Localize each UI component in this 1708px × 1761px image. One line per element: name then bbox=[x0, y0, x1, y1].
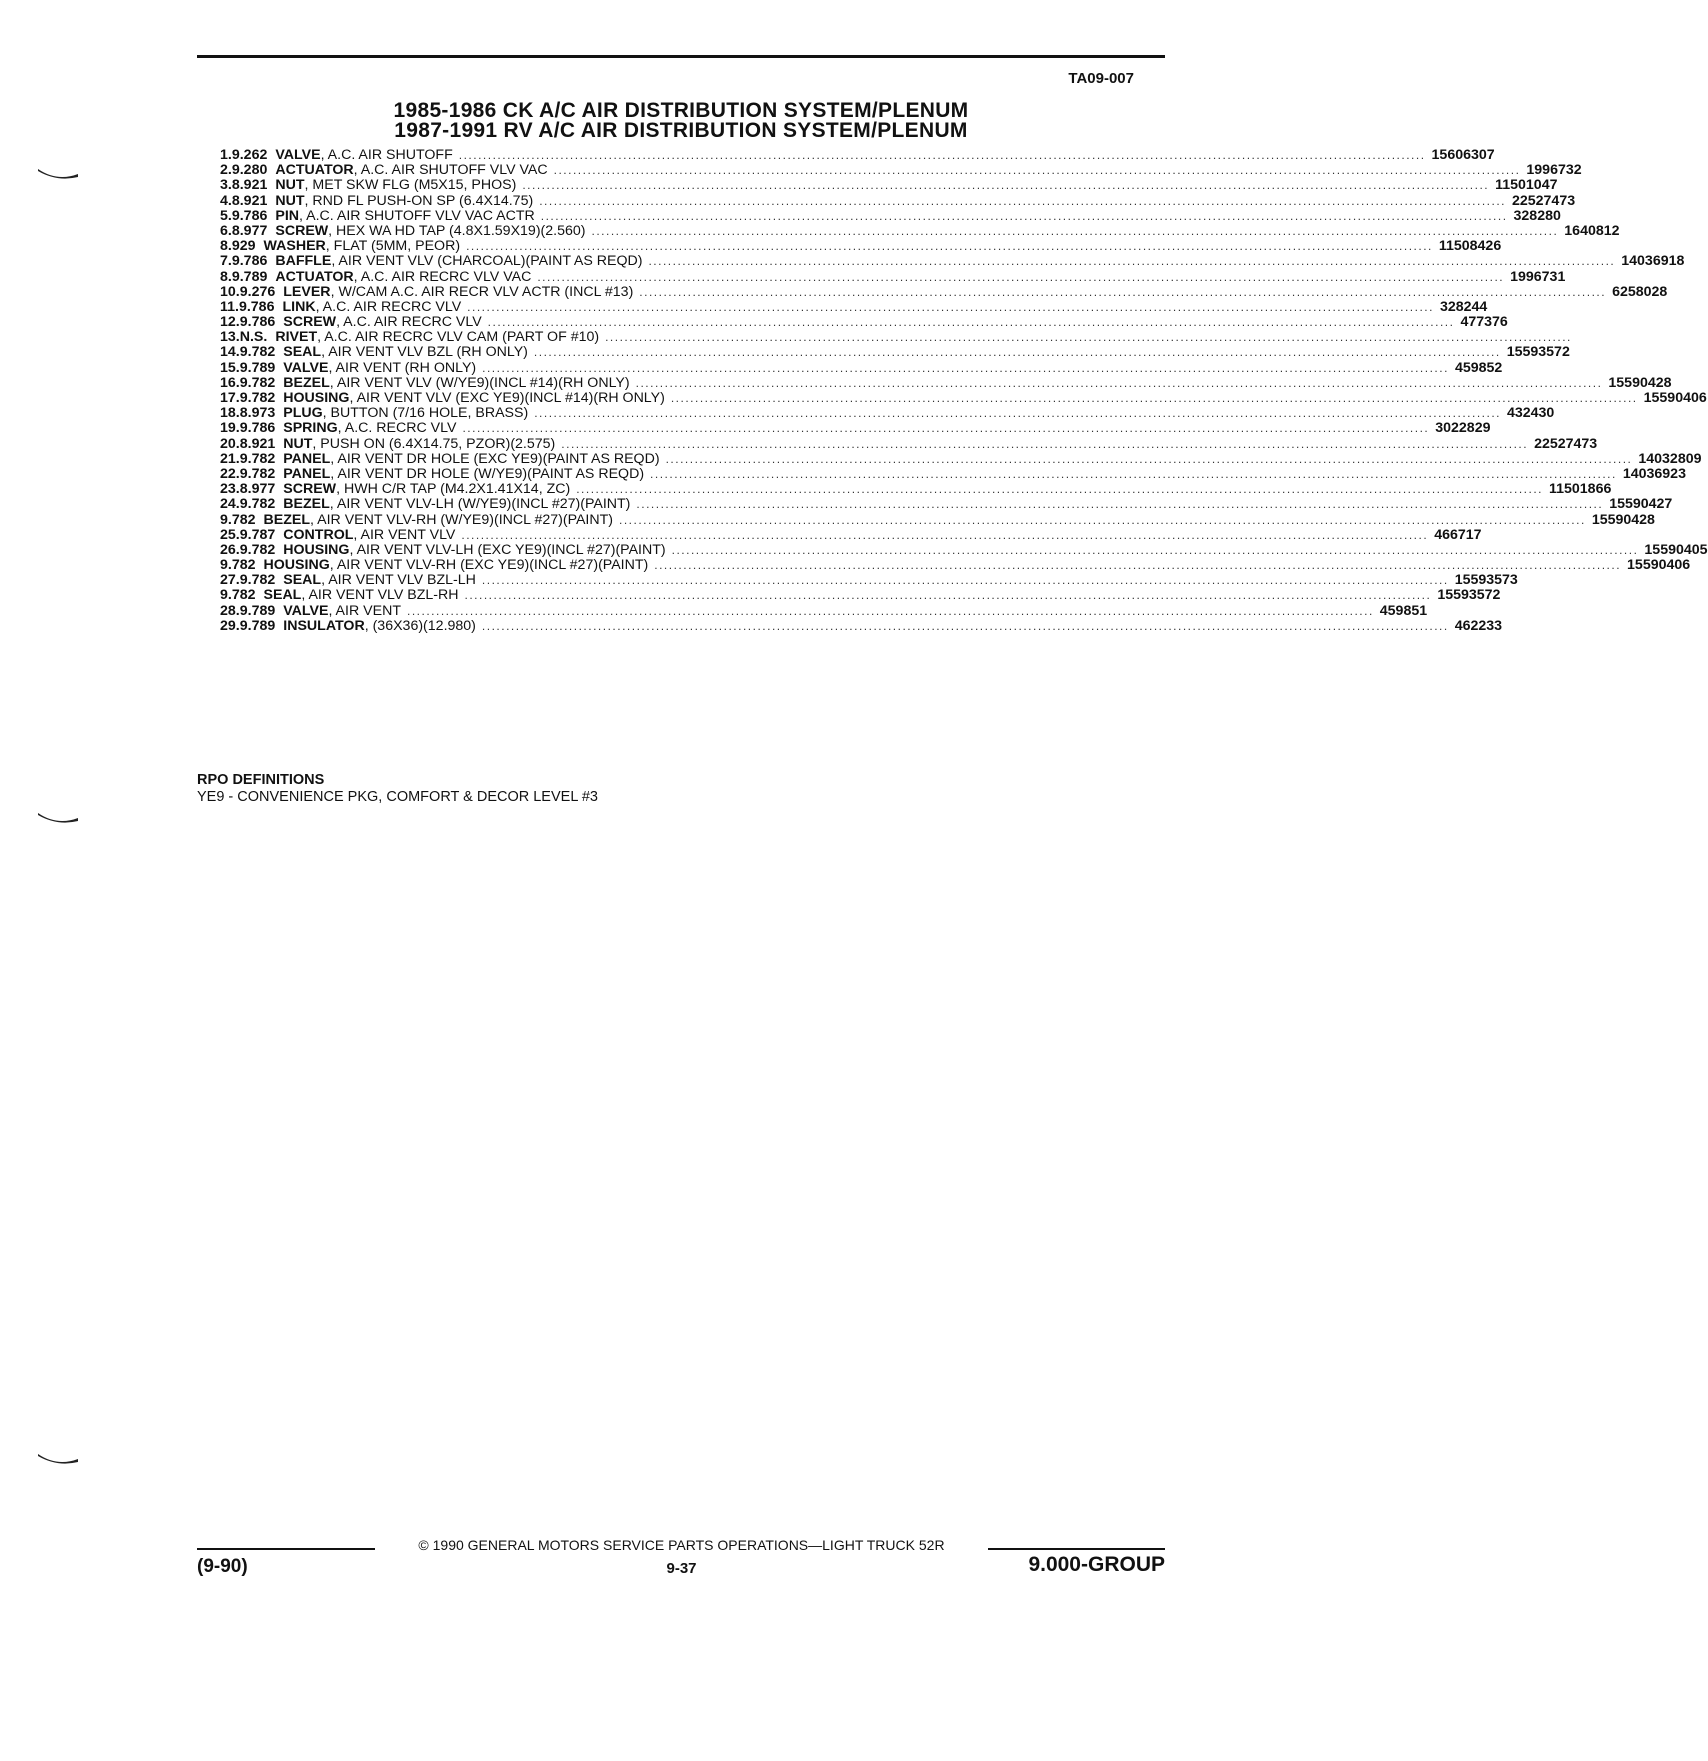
part-row bbox=[220, 359, 1503, 376]
footer-rule-left bbox=[197, 1548, 375, 1550]
dot-leader: ........................................................................................................................................................................................................ bbox=[461, 527, 1429, 542]
part-description bbox=[283, 528, 1434, 543]
part-description bbox=[275, 209, 1513, 224]
group-number: 8.977 bbox=[239, 481, 276, 498]
part-detail: , AIR VENT (RH ONLY) bbox=[328, 359, 477, 376]
part-detail: , AIR VENT bbox=[328, 602, 401, 619]
part-row bbox=[220, 283, 1668, 300]
ref-number: 19. bbox=[220, 420, 240, 437]
part-number: 11508426 bbox=[1438, 238, 1502, 255]
dot-leader: ........................................................................................................................................................................................................ bbox=[639, 284, 1607, 299]
dot-leader: ........................................................................................................................................................................................................ bbox=[665, 451, 1633, 466]
part-detail: , A.C. AIR RECRC VLV VAC bbox=[353, 268, 532, 285]
punch-hole-mark-icon bbox=[37, 812, 79, 824]
part-name: BEZEL bbox=[263, 511, 311, 528]
part-detail: , A.C. AIR RECRC VLV bbox=[336, 314, 482, 331]
part-detail: , A.C. RECRC VLV bbox=[337, 420, 457, 437]
group-number: 9.262 bbox=[231, 147, 268, 163]
footer-date-code: (9-90) bbox=[197, 1556, 248, 1577]
part-description bbox=[264, 558, 1628, 573]
ref-number: 4. bbox=[220, 192, 232, 209]
group-number: 9.789 bbox=[239, 602, 276, 619]
part-detail: , AIR VENT VLV BZL-RH bbox=[301, 587, 459, 604]
part-name: LEVER bbox=[283, 283, 331, 300]
part-detail: , MET SKW FLG (M5X15, PHOS) bbox=[304, 177, 517, 194]
part-description bbox=[283, 543, 1644, 558]
part-row bbox=[220, 147, 1495, 163]
group-number: 9.782 bbox=[239, 496, 276, 513]
group-number: 9.782 bbox=[220, 587, 256, 604]
ref-number: 8. bbox=[220, 268, 232, 285]
part-name: NUT bbox=[275, 177, 305, 194]
part-number: 11501047 bbox=[1495, 177, 1558, 194]
ref-number: 26. bbox=[220, 541, 240, 558]
part-row bbox=[220, 329, 1572, 346]
dot-leader: ........................................................................................................................................................................................................ bbox=[537, 269, 1505, 284]
part-description bbox=[275, 178, 1495, 193]
doc-code: TA09-007 bbox=[1068, 70, 1134, 87]
part-name: VALVE bbox=[283, 359, 329, 376]
part-detail: , AIR VENT VLV BZL (RH ONLY) bbox=[321, 344, 528, 361]
part-description bbox=[275, 330, 1578, 345]
group-number: 9.789 bbox=[239, 617, 276, 634]
dot-leader: ........................................................................................................................................................................................................ bbox=[619, 512, 1586, 527]
part-description bbox=[283, 604, 1380, 619]
part-number: 466717 bbox=[1434, 526, 1482, 543]
part-description bbox=[283, 497, 1609, 512]
part-row bbox=[220, 222, 1620, 239]
ref-number: 24. bbox=[220, 496, 240, 513]
part-number: 15593572 bbox=[1506, 344, 1570, 361]
part-row bbox=[220, 192, 1576, 209]
part-number: 15590428 bbox=[1608, 374, 1672, 391]
dot-leader: ........................................................................................................................................................................................................ bbox=[481, 618, 1449, 633]
part-number: 11501866 bbox=[1549, 481, 1612, 498]
dot-leader: ........................................................................................................................................................................................................ bbox=[481, 573, 1449, 588]
dot-leader: ........................................................................................................................................................................................................ bbox=[539, 193, 1506, 208]
part-row bbox=[220, 268, 1566, 285]
part-description bbox=[283, 391, 1643, 406]
dot-leader: ........................................................................................................................................................................................................ bbox=[670, 391, 1638, 405]
group-number: 9.787 bbox=[239, 526, 276, 543]
dot-leader: ........................................................................................................................................................................................................ bbox=[635, 375, 1603, 390]
part-number: 6258028 bbox=[1612, 283, 1668, 300]
punch-hole-mark-icon bbox=[37, 1453, 79, 1465]
part-detail: , AIR VENT VLV-LH (W/YE9)(INCL #27)(PAINT) bbox=[329, 496, 631, 513]
part-number: 22527473 bbox=[1534, 435, 1598, 452]
title-line-1: 1985-1986 CK A/C AIR DISTRIBUTION SYSTEM/PLENUM bbox=[393, 99, 969, 122]
part-description bbox=[283, 285, 1612, 300]
group-number: 9.786 bbox=[239, 420, 276, 437]
dot-leader: ........................................................................................................................................................................................................ bbox=[534, 406, 1501, 421]
group-number: 9.782 bbox=[239, 572, 276, 589]
part-name: BEZEL bbox=[283, 496, 330, 513]
part-detail: , PUSH ON (6.4X14.75, PZOR)(2.575) bbox=[312, 435, 556, 452]
group-number: 9.782 bbox=[239, 450, 276, 467]
dot-leader: ........................................................................................................................................................................................................ bbox=[636, 497, 1604, 512]
part-number: 1640812 bbox=[1564, 222, 1620, 239]
part-number: 328244 bbox=[1439, 298, 1488, 315]
part-description bbox=[283, 376, 1608, 391]
part-description bbox=[264, 239, 1439, 254]
dot-leader: ........................................................................................................................................................................................................ bbox=[467, 299, 1434, 314]
parts-list bbox=[220, 147, 1708, 634]
ref-number: 11. bbox=[220, 298, 239, 315]
group-number: N.S. bbox=[239, 329, 268, 346]
dot-leader: ........................................................................................................................................................................................................ bbox=[458, 148, 1426, 162]
part-number: 14032809 bbox=[1638, 450, 1702, 467]
ref-number: 10. bbox=[220, 283, 240, 300]
part-detail: , AIR VENT VLV (EXC YE9)(INCL #14)(RH ONLY) bbox=[349, 390, 665, 406]
part-row bbox=[220, 405, 1555, 422]
part-detail: , AIR VENT VLV-RH (EXC YE9)(INCL #27)(PAINT) bbox=[329, 557, 649, 574]
part-name: WASHER bbox=[263, 238, 326, 255]
part-detail: , A.C. AIR RECRC VLV CAM (PART OF #10) bbox=[317, 329, 600, 346]
part-row bbox=[220, 617, 1503, 634]
part-name: HOUSING bbox=[263, 557, 330, 574]
part-description bbox=[275, 224, 1564, 239]
part-name: HOUSING bbox=[283, 541, 350, 558]
part-description bbox=[264, 588, 1438, 603]
ref-number: 16. bbox=[220, 374, 240, 391]
title-line-2: 1987-1991 RV A/C AIR DISTRIBUTION SYSTEM/PLENUM bbox=[394, 119, 968, 142]
group-number: 8.973 bbox=[239, 405, 276, 422]
dot-leader: ........................................................................................................................................................................................................ bbox=[605, 330, 1572, 345]
part-row bbox=[220, 572, 1518, 589]
part-description bbox=[283, 573, 1454, 588]
part-row bbox=[220, 298, 1488, 315]
part-number: 459851 bbox=[1379, 602, 1428, 619]
part-number: 15590406 bbox=[1643, 390, 1707, 406]
part-number: 15590428 bbox=[1591, 511, 1655, 528]
part-description bbox=[283, 315, 1460, 330]
part-row bbox=[220, 587, 1501, 604]
ref-number: 12. bbox=[220, 314, 240, 331]
part-description bbox=[282, 300, 1440, 315]
part-row bbox=[220, 602, 1428, 619]
part-name: HOUSING bbox=[283, 390, 350, 406]
part-description bbox=[275, 148, 1431, 163]
dot-leader: ........................................................................................................................................................................................................ bbox=[487, 315, 1455, 330]
part-description bbox=[275, 270, 1510, 285]
part-name: PANEL bbox=[283, 465, 331, 482]
part-name: SCREW bbox=[275, 222, 329, 239]
part-number: 1996731 bbox=[1510, 268, 1566, 285]
part-number: 432430 bbox=[1506, 405, 1555, 422]
ref-number: 23. bbox=[220, 481, 240, 498]
part-description bbox=[283, 406, 1507, 421]
group-number: 9.786 bbox=[231, 253, 268, 270]
dot-leader: ........................................................................................................................................................................................................ bbox=[648, 254, 1616, 269]
part-number: 15590427 bbox=[1609, 496, 1673, 513]
dot-leader: ........................................................................................................................................................................................................ bbox=[522, 178, 1490, 193]
dot-leader: ........................................................................................................................................................................................................ bbox=[462, 421, 1430, 436]
part-row bbox=[220, 541, 1708, 558]
part-detail: , A.C. AIR RECRC VLV bbox=[315, 298, 462, 315]
part-number: 477376 bbox=[1460, 314, 1508, 331]
part-name: PANEL bbox=[283, 450, 331, 467]
group-number: 9.782 bbox=[239, 344, 276, 361]
part-row bbox=[220, 526, 1482, 543]
part-name: PLUG bbox=[283, 405, 323, 422]
group-number: 9.782 bbox=[239, 465, 276, 482]
ref-number: 3. bbox=[220, 177, 232, 194]
part-detail: , AIR VENT VLV BZL-LH bbox=[321, 572, 476, 589]
part-detail: , BUTTON (7/16 HOLE, BRASS) bbox=[322, 405, 529, 422]
part-detail: , (36X36)(12.980) bbox=[364, 617, 476, 634]
group-number: 8.977 bbox=[231, 222, 268, 239]
group-number: 9.789 bbox=[231, 268, 268, 285]
ref-number: 5. bbox=[220, 207, 232, 224]
ref-number: 13. bbox=[220, 329, 240, 346]
part-description bbox=[283, 437, 1534, 452]
ref-number: 28. bbox=[220, 602, 240, 619]
punch-hole-mark-icon bbox=[37, 168, 79, 180]
ref-number: 7. bbox=[220, 253, 232, 270]
group-number: 9.276 bbox=[239, 283, 276, 300]
group-number: 9.782 bbox=[239, 390, 276, 406]
part-number: 1996732 bbox=[1526, 162, 1582, 179]
part-row bbox=[220, 162, 1582, 179]
part-description bbox=[283, 421, 1435, 436]
part-name: SEAL bbox=[283, 572, 322, 589]
footer-group: 9.000-GROUP bbox=[1028, 1553, 1165, 1576]
part-number: 14036918 bbox=[1621, 253, 1685, 270]
part-row bbox=[220, 465, 1686, 482]
group-number: 9.789 bbox=[239, 359, 276, 376]
part-number: 3022829 bbox=[1435, 420, 1491, 437]
dot-leader: ........................................................................................................................................................................................................ bbox=[540, 208, 1508, 223]
rpo-heading: RPO DEFINITIONS bbox=[197, 772, 325, 788]
part-number: 15593573 bbox=[1454, 572, 1518, 589]
part-name: SEAL bbox=[263, 587, 302, 604]
ref-number: 2. bbox=[220, 162, 232, 179]
part-row bbox=[220, 481, 1612, 498]
rpo-definitions bbox=[197, 772, 598, 806]
dot-leader: ........................................................................................................................................................................................................ bbox=[561, 436, 1529, 451]
part-description bbox=[283, 345, 1506, 360]
ref-number: 22. bbox=[220, 465, 240, 482]
group-number: 8.929 bbox=[220, 238, 256, 255]
part-detail: , AIR VENT DR HOLE (W/YE9)(PAINT AS REQD) bbox=[330, 465, 645, 482]
dot-leader: ........................................................................................................................................................................................................ bbox=[533, 345, 1501, 360]
part-name: NUT bbox=[275, 192, 305, 209]
part-row bbox=[220, 511, 1655, 528]
part-row bbox=[220, 435, 1598, 452]
ref-number: 21. bbox=[220, 450, 240, 467]
part-number: 459852 bbox=[1454, 359, 1503, 376]
dot-leader: ........................................................................................................................................................................................................ bbox=[553, 163, 1521, 178]
part-number: 15593572 bbox=[1437, 587, 1501, 604]
part-detail: , AIR VENT VLV-LH (EXC YE9)(INCL #27)(PAINT) bbox=[349, 541, 666, 558]
part-row bbox=[220, 314, 1508, 331]
footer-copyright: © 1990 GENERAL MOTORS SERVICE PARTS OPERATIONS—LIGHT TRUCK 52R bbox=[418, 1537, 945, 1553]
part-name: VALVE bbox=[275, 147, 321, 163]
part-row bbox=[220, 557, 1691, 574]
part-number: 15606307 bbox=[1431, 147, 1495, 163]
part-name: LINK bbox=[282, 298, 316, 315]
page-title bbox=[197, 101, 1165, 141]
part-name: SPRING bbox=[283, 420, 338, 437]
part-detail: , W/CAM A.C. AIR RECR VLV ACTR (INCL #13) bbox=[330, 283, 634, 300]
ref-number: 20. bbox=[220, 435, 240, 452]
part-description bbox=[283, 482, 1549, 497]
part-name: CONTROL bbox=[283, 526, 354, 543]
part-number: 22527473 bbox=[1511, 192, 1576, 209]
part-number: 15590406 bbox=[1627, 557, 1691, 574]
part-row bbox=[220, 253, 1685, 270]
ref-number: 18. bbox=[220, 405, 240, 422]
part-name: VALVE bbox=[283, 602, 329, 619]
part-detail: , AIR VENT VLV (CHARCOAL)(PAINT AS REQD) bbox=[331, 253, 643, 270]
part-detail: , A.C. AIR SHUTOFF VLV VAC bbox=[353, 162, 548, 179]
group-number: 9.786 bbox=[238, 298, 275, 315]
part-description bbox=[283, 361, 1455, 376]
part-name: SEAL bbox=[283, 344, 322, 361]
dot-leader: ........................................................................................................................................................................................................ bbox=[654, 558, 1622, 573]
part-detail: , HEX WA HD TAP (4.8X1.59X19)(2.560) bbox=[328, 222, 586, 239]
part-name: BEZEL bbox=[283, 374, 330, 391]
dot-leader: ........................................................................................................................................................................................................ bbox=[482, 360, 1449, 375]
part-name: BAFFLE bbox=[275, 253, 332, 270]
dot-leader: ........................................................................................................................................................................................................ bbox=[576, 482, 1544, 497]
part-detail: , AIR VENT DR HOLE (EXC YE9)(PAINT AS REQD) bbox=[330, 450, 660, 467]
footer-page-number: 9-37 bbox=[666, 1560, 697, 1577]
group-number: 8.921 bbox=[239, 435, 276, 452]
part-name: NUT bbox=[283, 435, 313, 452]
dot-leader: ........................................................................................................................................................................................................ bbox=[591, 223, 1559, 238]
top-rule bbox=[197, 55, 1165, 58]
group-number: 9.782 bbox=[239, 374, 276, 391]
part-row bbox=[220, 177, 1558, 194]
group-number: 8.921 bbox=[231, 192, 268, 209]
group-number: 8.921 bbox=[231, 177, 268, 194]
ref-number: 17. bbox=[220, 390, 240, 406]
part-number: 462233 bbox=[1454, 617, 1503, 634]
footer-rule-right bbox=[988, 1548, 1165, 1550]
dot-leader: ........................................................................................................................................................................................................ bbox=[650, 466, 1617, 481]
part-description bbox=[275, 194, 1512, 209]
part-row bbox=[220, 496, 1673, 513]
part-detail: , FLAT (5MM, PEOR) bbox=[325, 238, 461, 255]
part-description bbox=[275, 254, 1621, 269]
group-number: 9.782 bbox=[239, 541, 276, 558]
ref-number: 29. bbox=[220, 617, 240, 634]
dot-leader: ........................................................................................................................................................................................................ bbox=[406, 603, 1374, 618]
group-number: 9.782 bbox=[220, 511, 256, 528]
part-name: SCREW bbox=[283, 314, 337, 331]
ref-number: 6. bbox=[220, 222, 232, 239]
part-number: 14036923 bbox=[1622, 465, 1686, 482]
rpo-item: YE9 - CONVENIENCE PKG, COMFORT & DECOR LEVEL #3 bbox=[197, 789, 599, 805]
part-name: INSULATOR bbox=[283, 617, 365, 634]
part-row bbox=[220, 390, 1707, 406]
part-description bbox=[264, 513, 1592, 528]
part-name: ACTUATOR bbox=[275, 162, 354, 179]
dot-leader: ........................................................................................................................................................................................................ bbox=[671, 542, 1639, 557]
group-number: 9.782 bbox=[220, 557, 256, 574]
part-name: SCREW bbox=[283, 481, 337, 498]
part-row bbox=[220, 344, 1570, 361]
part-detail: , RND FL PUSH-ON SP (6.4X14.75) bbox=[304, 192, 534, 209]
part-name: RIVET bbox=[275, 329, 318, 346]
ref-number: 25. bbox=[220, 526, 240, 543]
part-row bbox=[220, 238, 1502, 255]
part-row bbox=[220, 374, 1672, 391]
part-detail: , A.C. AIR SHUTOFF VLV VAC ACTR bbox=[299, 207, 535, 224]
part-description bbox=[275, 163, 1526, 178]
part-row bbox=[220, 420, 1491, 437]
part-name: PIN bbox=[275, 207, 300, 224]
dot-leader: ........................................................................................................................................................................................................ bbox=[464, 588, 1432, 603]
ref-number: 15. bbox=[220, 359, 240, 376]
group-number: 9.786 bbox=[239, 314, 276, 331]
part-detail: , HWH C/R TAP (M4.2X1.41X14, ZC) bbox=[336, 481, 571, 498]
part-row bbox=[220, 207, 1561, 224]
part-name: ACTUATOR bbox=[275, 268, 354, 285]
part-detail: , AIR VENT VLV (W/YE9)(INCL #14)(RH ONLY) bbox=[329, 374, 630, 391]
group-number: 9.280 bbox=[231, 162, 268, 179]
group-number: 9.786 bbox=[231, 207, 268, 224]
part-detail: , AIR VENT VLV-RH (W/YE9)(INCL #27)(PAINT) bbox=[310, 511, 614, 528]
ref-number: 14. bbox=[220, 344, 240, 361]
part-description bbox=[283, 467, 1623, 482]
part-detail: , AIR VENT VLV bbox=[353, 526, 456, 543]
part-description bbox=[283, 452, 1638, 467]
part-description bbox=[283, 619, 1454, 634]
ref-number: 27. bbox=[220, 572, 240, 589]
dot-leader: ........................................................................................................................................................................................................ bbox=[466, 239, 1433, 254]
part-number: 15590405 bbox=[1644, 541, 1708, 558]
part-row bbox=[220, 450, 1702, 467]
ref-number: 1. bbox=[220, 147, 232, 163]
part-detail: , A.C. AIR SHUTOFF bbox=[320, 147, 453, 163]
part-number: 328280 bbox=[1513, 207, 1561, 224]
